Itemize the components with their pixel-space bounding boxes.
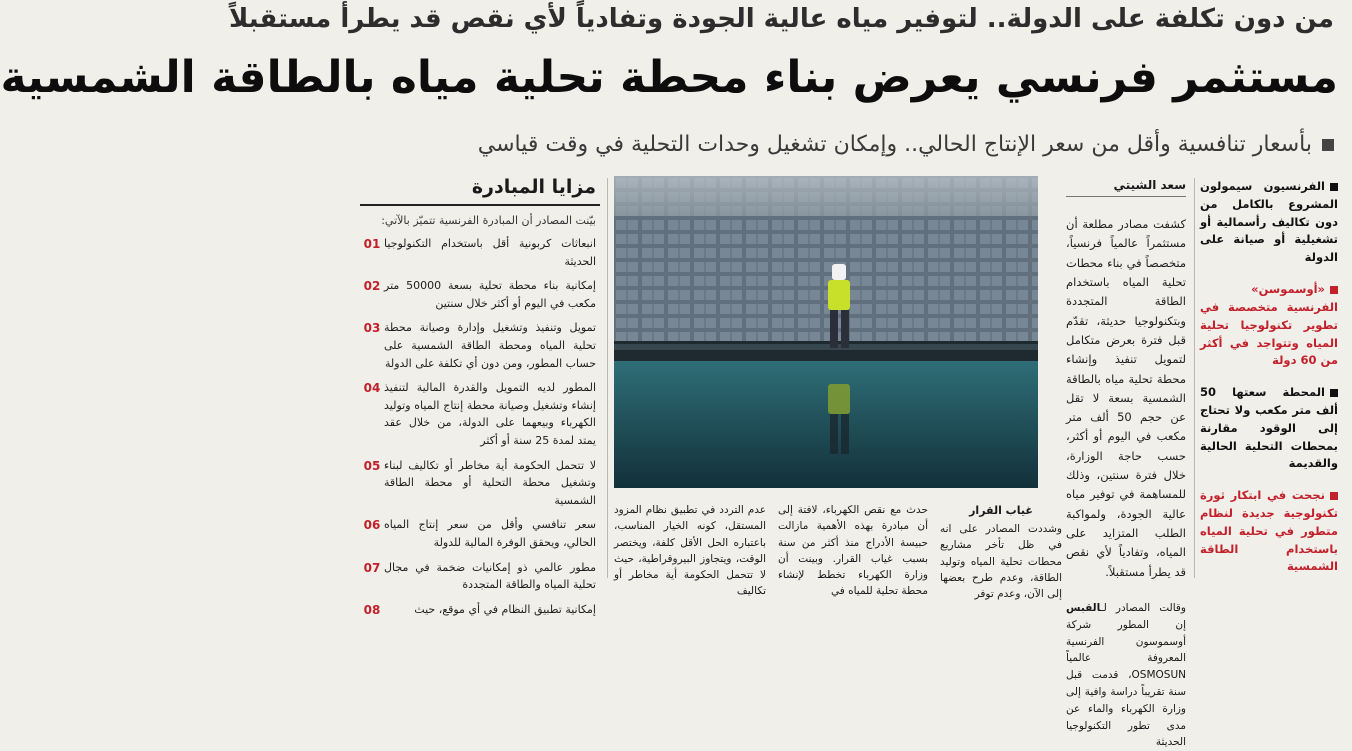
list-item: سعر تنافسي وأقل من سعر إنتاج المياه الحالي، ويحقق الوفرة المالية للدولة 06 (360, 516, 600, 551)
column-divider (607, 178, 608, 578)
list-item: تمويل وتنفيذ وتشغيل وإدارة وصيانة محطة تحلية المياه ومحطة الطاقة الشمسية على حساب المطور، ومن دون أي تكلفة على الدولة 03 (360, 319, 600, 372)
main-headline: مستثمر فرنسي يعرض بناء محطة تحلية مياه بالطاقة الشمسية (0, 52, 1338, 103)
author-byline: سعد الشيتي (1066, 178, 1186, 197)
square-bullet-icon (1330, 492, 1338, 500)
summary-item: الفرنسيون سيمولون المشروع بالكامل من دون تكاليف رأسمالية أو تشغيلية أو صيانة على الدولة (1200, 179, 1338, 265)
body-column-4 (614, 502, 766, 598)
summary-column (1200, 178, 1338, 585)
item-number: 06 (363, 518, 381, 533)
item-number: 08 (363, 602, 381, 617)
body-column-2 (940, 502, 1062, 601)
lead-paragraph: كشفت مصادر مطلعة أن مستثمراً عالمياً فرنسياً، متخصصاً في بناء محطات تحلية المياه باستخدام الطاقة المتجددة وبتكنولوجيا حديثة، تقدّم قبل فترة بعرض متكامل لتمويل تنفيذ وإنشاء محطة تحلية مياه بالطاقة الشمسية بسعة لا تقل عن حجم 50 ألف متر مكعب في اليوم أو أكثر، حسب حاجة الوزارة، خلال فترة سنتين، وذلك للمساهمة في توفير مياه عالية الجودة، ولمواكبة الطلب المتزايد على المياه، وتفادياً لأي نقص قد يطرأ مستقبلاً. (1066, 217, 1186, 579)
item-number: 03 (363, 321, 381, 336)
item-number: 02 (363, 279, 381, 294)
item-number: 07 (363, 560, 381, 575)
lead-column (1066, 178, 1186, 749)
subheadline (370, 132, 1334, 166)
article-photo (614, 176, 1038, 488)
box-title: مزايا المبادرة (360, 176, 600, 206)
features-box (360, 176, 600, 617)
list-item: إمكانية بناء محطة تحلية بسعة 50000 متر مكعب في اليوم أو أكثر خلال سنتين 02 (360, 277, 600, 312)
column-divider (1194, 178, 1195, 578)
body-column-3 (778, 502, 928, 598)
list-item: انبعاثات كربونية أقل باستخدام التكنولوجيا الحديثة 01 (360, 235, 600, 270)
solar-farm-photo (614, 176, 1038, 488)
section-subheading: غياب القرار (969, 504, 1033, 517)
body-paragraph: عدم التردد في تطبيق نظام المزود المستقل، كونه الخيار المناسب، باعتباره الحل الأقل كلفة، ويختصر الوقت، ويتجاوز البيروقراطية، حيث لا تتحمل الحكومة أية مخاطر أو تكاليف (614, 504, 766, 598)
list-item: مطور عالمي ذو إمكانيات ضخمة في مجال تحلية المياه والطاقة المتجددة 07 (360, 559, 600, 594)
list-item: لا تتحمل الحكومة أية مخاطر أو تكاليف لبناء وتشغيل محطة التحلية أو محطة الطاقة الشمسية 05 (360, 457, 600, 510)
kicker-headline: من دون تكلفة على الدولة.. لتوفير مياه عالية الجودة وتفادياً لأي نقص قد يطرأ مستقبلاً (229, 4, 1334, 34)
source-name: القبس (1066, 601, 1101, 614)
subheadline-text: بأسعار تنافسية وأقل من سعر الإنتاج الحالي.. وإمكان تشغيل وحدات التحلية في وقت قياسي (477, 132, 1312, 157)
box-intro: بيّنت المصادر أن المبادرة الفرنسية تتميّز بالآتي: (381, 214, 596, 227)
list-item: إمكانية تطبيق النظام في أي موقع، حيث 08 (360, 601, 600, 619)
body-paragraph: حدث مع نقص الكهرباء، لافتة إلى أن مبادرة بهذه الأهمية مازالت حبيسة الأدراج منذ أكثر من سنة بسبب غياب القرار. وبينت أن وزارة الكهرباء تخطط لإنشاء محطة تحلية للمياه في (778, 504, 928, 598)
square-bullet-icon (1330, 286, 1338, 294)
body-paragraph: وشددت المصادر على انه في ظل تأخر مشاريع محطات تحلية المياه وتوليد الطاقة، وعدم طرح بعضها إلى الآن، وعدم توفر (940, 523, 1062, 601)
square-bullet-icon (1330, 389, 1338, 397)
item-number: 04 (363, 381, 381, 396)
list-item: المطور لديه التمويل والقدرة المالية لتنفيذ إنشاء وتشغيل وصيانة محطة إنتاج المياه وتوليد الكهرباء وبيعهما على الدولة، من خلال عقد يمتد لمدة 25 سنة أو أكثر 04 (360, 379, 600, 449)
summary-item: «أوسموسن» الفرنسية متخصصة في تطوير تكنولوجيا تحلية المياه وتتواجد في أكثر من 60 دولة (1200, 282, 1338, 368)
item-number: 01 (363, 237, 381, 251)
item-number: 05 (363, 458, 381, 473)
square-bullet-icon (1322, 139, 1334, 151)
summary-item: نجحت في ابتكار ثورة تكنولوجية جديدة لنظام متطور في تحلية المياه باستخدام الطاقة الشمسية (1200, 488, 1338, 574)
body-paragraph: وقالت المصادر لـالقبس إن المطور شركة أوسموسون الفرنسية المعروفة عالمياً OSMOSUN، قدمت قبل سنة تقريباً دراسة وافية إلى وزارة الكهرباء والماء عن مدى تطور التكنولوجيا الحديثة (1066, 601, 1186, 749)
square-bullet-icon (1330, 183, 1338, 191)
summary-item: المحطة سعتها 50 ألف متر مكعب ولا تحتاج إلى الوقود مقارنة بمحطات التحلية الحالية والقديمة (1200, 385, 1338, 471)
